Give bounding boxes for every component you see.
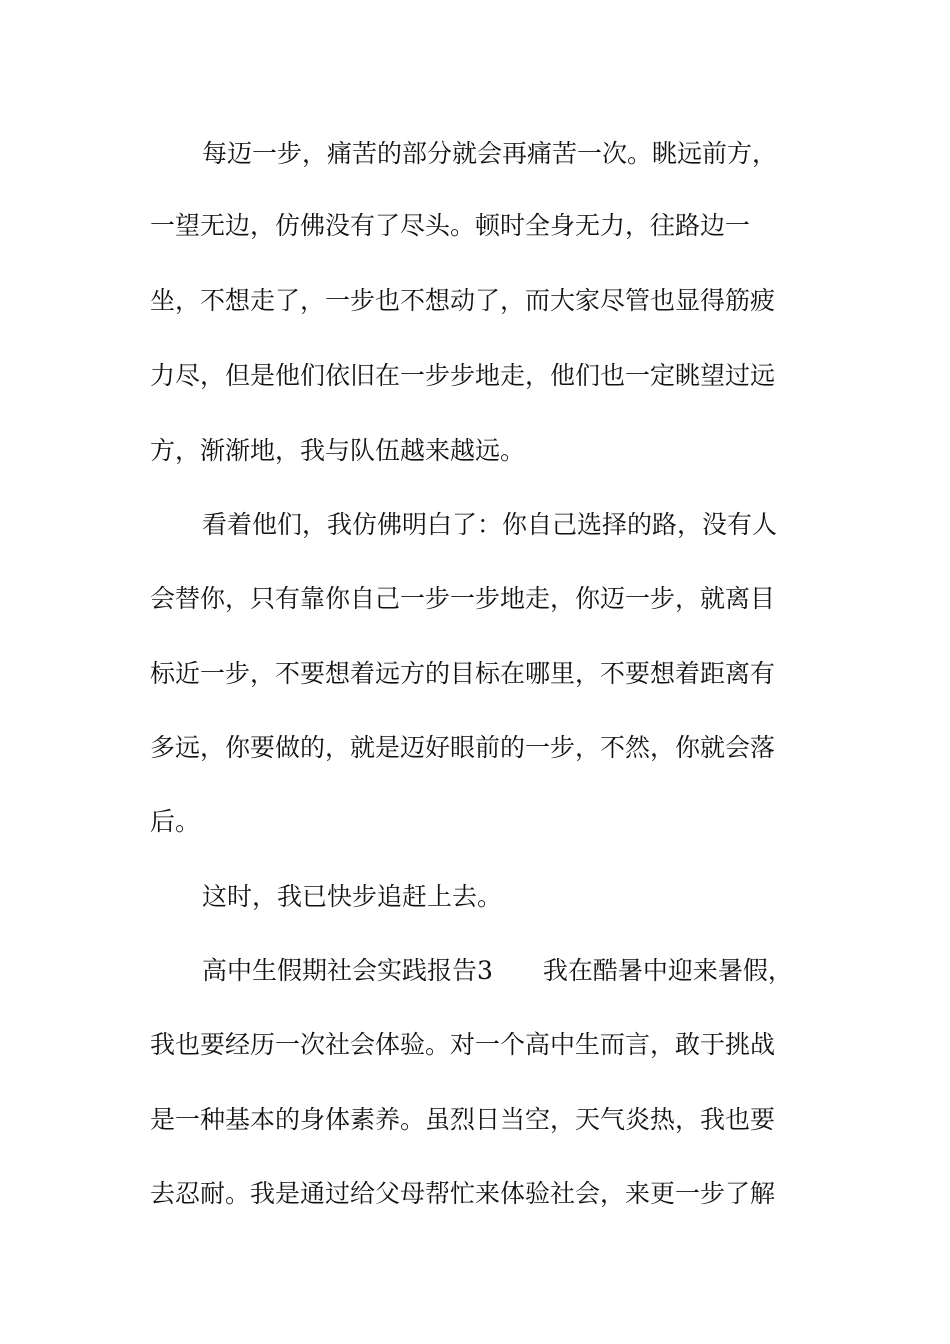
text-line: 会替你，只有靠你自己一步一步地走，你迈一步，就离目 bbox=[150, 584, 776, 613]
text-line: 多远，你要做的，就是迈好眼前的一步，不然，你就会落 bbox=[150, 733, 776, 762]
text-line: 力尽，但是他们依旧在一步步地走，他们也一定眺望过远 bbox=[150, 361, 776, 390]
text-line: 一望无边，仿佛没有了尽头。顿时全身无力，往路边一 bbox=[150, 211, 751, 240]
text-line: 方，渐渐地，我与队伍越来越远。 bbox=[150, 436, 526, 465]
text-line: 看着他们，我仿佛明白了：你自己选择的路，没有人 bbox=[202, 510, 778, 539]
text-line: 标近一步，不要想着远方的目标在哪里，不要想着距离有 bbox=[150, 659, 776, 688]
text-line: 高中生假期社会实践报告3 我在酷暑中迎来暑假， bbox=[202, 956, 793, 985]
text-line: 后。 bbox=[150, 807, 201, 836]
text-line: 每迈一步，痛苦的部分就会再痛苦一次。眺远前方， bbox=[202, 139, 778, 168]
text-line: 坐，不想走了，一步也不想动了，而大家尽管也显得筋疲 bbox=[150, 286, 776, 315]
text-line: 我也要经历一次社会体验。对一个高中生而言，敢于挑战 bbox=[150, 1030, 776, 1059]
text-line: 是一种基本的身体素养。虽烈日当空，天气炎热，我也要 bbox=[150, 1105, 776, 1134]
text-line: 这时，我已快步追赶上去。 bbox=[202, 882, 503, 911]
text-line: 去忍耐。我是通过给父母帮忙来体验社会，来更一步了解 bbox=[150, 1179, 776, 1208]
